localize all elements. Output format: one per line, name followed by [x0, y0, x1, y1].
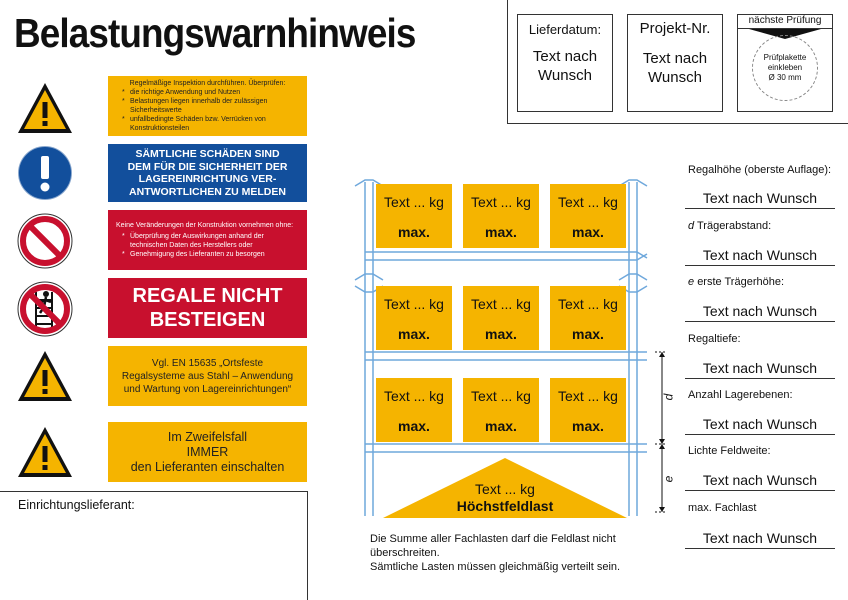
spec-label-feldweite: Lichte Feldweite: [688, 445, 771, 457]
dimension-d-label: d [661, 393, 676, 401]
spec-value-regalhoehe: Text nach Wunsch [685, 190, 835, 209]
load-box: Text ... kg max. [463, 184, 539, 248]
spec-value-regaltiefe: Text nach Wunsch [685, 360, 835, 379]
page-title: Belastungswarnhinweis [14, 10, 416, 56]
warning-triangle-icon [16, 424, 74, 482]
load-box: Text ... kg max. [376, 378, 452, 442]
inspection-item: * Belastungen liegen innerhalb der zulässigen Sicherheitswerte [130, 97, 299, 115]
spec-label-lagerebenen: Anzahl Lagerebenen: [688, 389, 793, 401]
lieferdatum-value: Text nach Wunsch [532, 48, 598, 84]
inspection-intro: Regelmäßige Inspektion durchführen. Überprüfen: [129, 80, 286, 87]
spec-label-regaltiefe: Regaltiefe: [688, 333, 741, 345]
spec-label-regalhoehe: Regalhöhe (oberste Auflage): [688, 164, 832, 176]
pruefung-box [737, 14, 833, 112]
load-box: Text ... kg max. [463, 378, 539, 442]
lieferdatum-label: Lieferdatum: [528, 22, 602, 37]
no-modification-panel [108, 210, 307, 270]
prohibition-icon [16, 212, 74, 270]
projekt-value: Text nach Wunsch [642, 50, 708, 86]
load-box: Text ... kg max. [376, 184, 452, 248]
norm-reference-panel: Vgl. EN 15635 „Ortsfeste Regalsysteme aus Stahl – Anwendung und Wartung von Lagereinrichtungen“ [108, 346, 307, 406]
no-modification-item: * Überprüfung der Auswirkungen anhand der technischen Daten des Herstellers oder [130, 232, 299, 250]
pruefung-label: nächste Prüfung [738, 15, 832, 29]
spec-value-traegerhoehe: Text nach Wunsch [685, 303, 835, 322]
no-modification-intro: Keine Veränderungen der Konstruktion vornehmen ohne: [116, 222, 294, 229]
mandatory-exclamation-icon [16, 144, 74, 202]
load-note: Die Summe aller Fachlasten darf die Feldlast nicht überschreiten. Sämtliche Lasten müssen gleichmäßig verteilt sein. [370, 533, 621, 573]
no-climbing-icon [16, 280, 74, 338]
spec-label-fachlast: max. Fachlast [688, 502, 757, 514]
damage-report-panel: SÄMTLICHE SCHÄDEN SIND DEM FÜR DIE SICHERHEIT DER LAGEREINRICHTUNG VER- ANTWORTLICHEN ZU MELDEN [108, 144, 307, 202]
field-load-label: Text ... kg Höchstfeldlast [456, 481, 554, 514]
load-box: Text ... kg max. [376, 286, 452, 350]
supplier-box [0, 491, 308, 600]
supplier-label: Einrichtungslieferant: [18, 498, 135, 512]
inspection-item: * die richtige Anwendung und Nutzen [130, 88, 299, 97]
load-box: Text ... kg max. [550, 184, 626, 248]
lieferdatum-box [517, 14, 613, 112]
rack-diagram [345, 176, 676, 521]
no-climbing-panel: REGALE NICHT BESTEIGEN [108, 278, 307, 338]
warning-triangle-icon [16, 348, 74, 406]
dimension-e-label: e [661, 475, 676, 483]
inspection-panel [108, 76, 307, 136]
inspection-item: * unfallbedingte Schäden bzw. Verrücken von Konstruktionsteilen [130, 115, 299, 133]
spec-value-feldweite: Text nach Wunsch [685, 472, 835, 491]
spec-label-traegerhoehe: e erste Trägerhöhe: [688, 276, 785, 288]
projekt-box [627, 14, 723, 112]
load-box: Text ... kg max. [463, 286, 539, 350]
warning-triangle-icon [16, 80, 74, 138]
contact-supplier-panel: Im Zweifelsfall IMMER den Lieferanten einschalten [108, 422, 307, 482]
spec-value-traegerabstand: Text nach Wunsch [685, 247, 835, 266]
load-box: Text ... kg max. [550, 378, 626, 442]
no-modification-item: * Genehmigung des Lieferanten zu besorgen [130, 250, 299, 259]
pruefplakette-circle: Prüfplakette einkleben Ø 30 mm [752, 35, 818, 101]
spec-value-lagerebenen: Text nach Wunsch [685, 416, 835, 435]
spec-value-fachlast: Text nach Wunsch [685, 530, 835, 549]
spec-label-traegerabstand: d Trägerabstand: [688, 220, 772, 232]
load-box: Text ... kg max. [550, 286, 626, 350]
projekt-label: Projekt-Nr. [639, 20, 711, 37]
